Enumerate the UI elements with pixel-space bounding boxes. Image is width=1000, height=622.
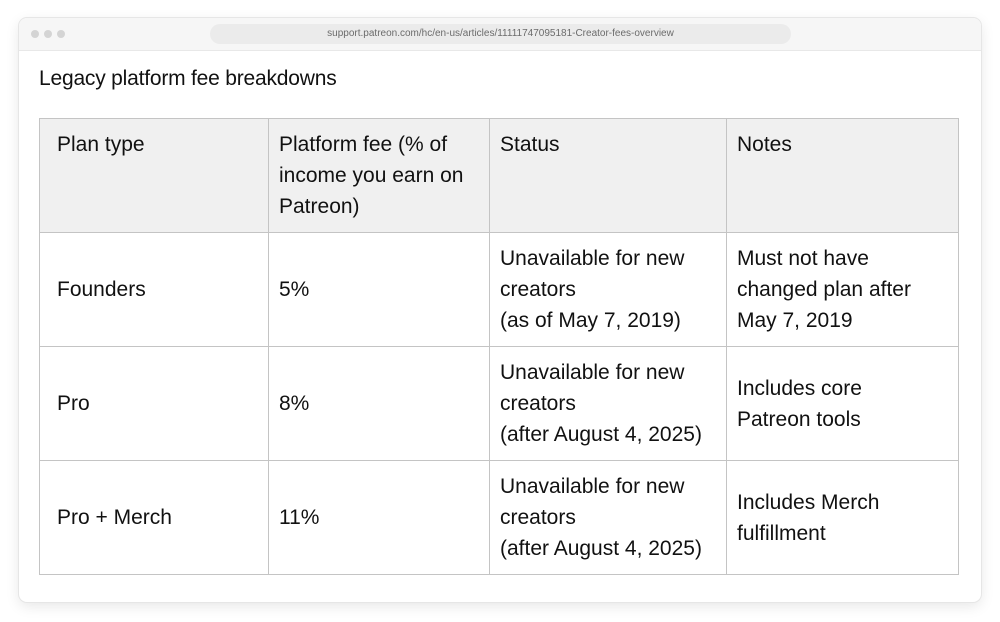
header-status-label: Status bbox=[500, 133, 560, 156]
notes-line: Patreon tools bbox=[737, 407, 861, 431]
cell-notes bbox=[727, 461, 959, 575]
cell-fee: 5% bbox=[269, 233, 490, 347]
window-maximize-dot[interactable] bbox=[57, 30, 65, 38]
header-fee-line: Platform fee (% of bbox=[279, 133, 448, 156]
status-line: (after August 4, 2025) bbox=[500, 423, 702, 446]
cell-status bbox=[490, 233, 727, 347]
status-line: Unavailable for new bbox=[500, 247, 685, 270]
cell-fee: 11% bbox=[269, 461, 490, 575]
page-content bbox=[19, 51, 981, 602]
table-row bbox=[40, 347, 959, 461]
cell-plan: Pro + Merch bbox=[40, 461, 269, 575]
notes-line: changed plan after bbox=[737, 278, 911, 301]
cell-fee: 8% bbox=[269, 347, 490, 461]
fee-table bbox=[39, 118, 959, 575]
header-fee-line: income you earn on bbox=[279, 164, 464, 187]
page-title: Legacy platform fee breakdowns bbox=[39, 67, 337, 90]
header-fee-line: Patreon) bbox=[279, 195, 360, 218]
cell-notes bbox=[727, 347, 959, 461]
address-bar[interactable]: support.patreon.com/hc/en-us/articles/11111747095181-Creator-fees-overview bbox=[210, 24, 791, 44]
table-row bbox=[40, 233, 959, 347]
cell-plan: Founders bbox=[40, 233, 269, 347]
window-close-dot[interactable] bbox=[31, 30, 39, 38]
status-line: Unavailable for new bbox=[500, 475, 685, 498]
header-plan-type bbox=[40, 119, 269, 233]
status-line: Unavailable for new bbox=[500, 361, 685, 384]
status-line: (as of May 7, 2019) bbox=[500, 309, 681, 332]
notes-line: Must not have bbox=[737, 247, 869, 270]
status-line: (after August 4, 2025) bbox=[500, 537, 702, 560]
cell-status bbox=[490, 347, 727, 461]
status-line: creators bbox=[500, 392, 576, 415]
header-notes bbox=[727, 119, 959, 233]
notes-line: Includes core bbox=[737, 376, 862, 400]
header-status bbox=[490, 119, 727, 233]
cell-status bbox=[490, 461, 727, 575]
browser-titlebar bbox=[19, 18, 981, 51]
status-line: creators bbox=[500, 278, 576, 301]
table-row bbox=[40, 461, 959, 575]
notes-line: Includes Merch bbox=[737, 490, 880, 514]
cell-notes bbox=[727, 233, 959, 347]
notes-line: fulfillment bbox=[737, 521, 826, 545]
cell-plan: Pro bbox=[40, 347, 269, 461]
status-line: creators bbox=[500, 506, 576, 529]
header-platform-fee bbox=[269, 119, 490, 233]
header-plan-type-label: Plan type bbox=[57, 133, 145, 156]
header-notes-label: Notes bbox=[737, 133, 792, 156]
browser-window bbox=[19, 18, 981, 602]
window-minimize-dot[interactable] bbox=[44, 30, 52, 38]
table-header-row bbox=[40, 119, 959, 233]
notes-line: May 7, 2019 bbox=[737, 309, 853, 332]
